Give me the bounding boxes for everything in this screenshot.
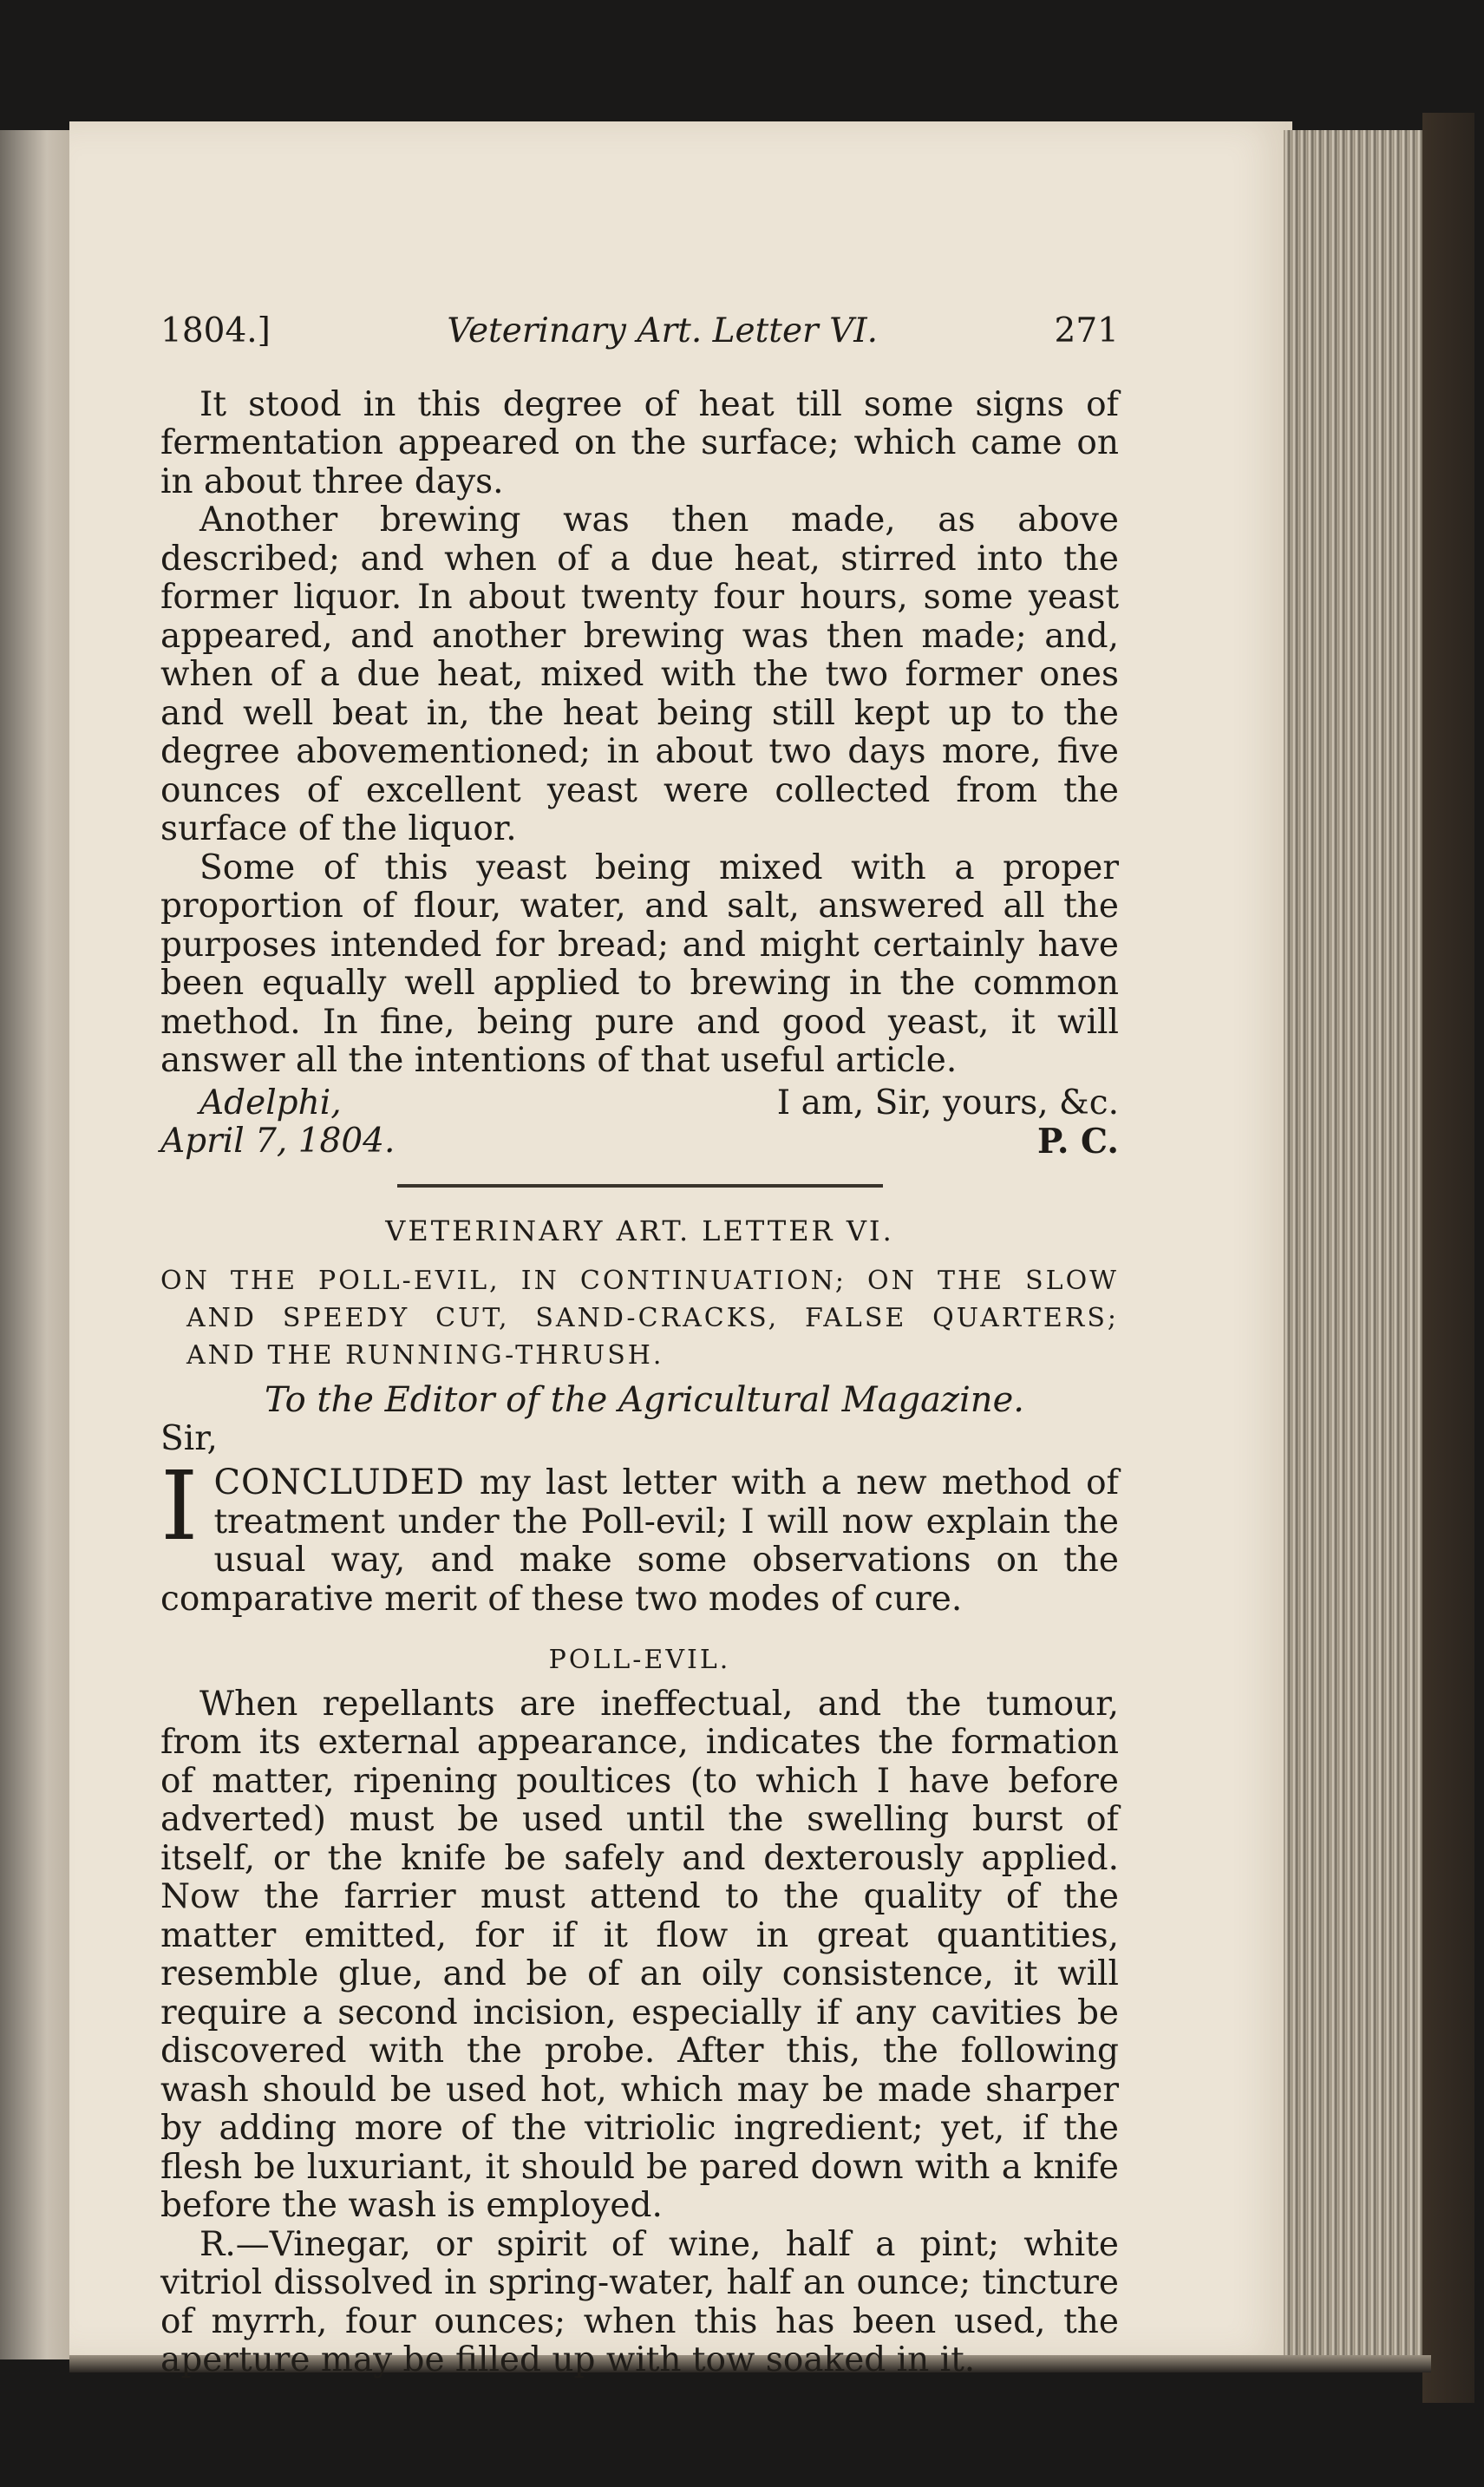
section-divider-rule bbox=[397, 1184, 883, 1188]
paragraph: R.—Vinegar, or spirit of wine, half a pint; white vitriol dissolved in spring-water, half an ounce; tincture of myrrh, four ounces; when this has been used, the aperture may be filled up with tow soaked in it. bbox=[160, 2224, 1119, 2379]
signoff-closing: I am, Sir, yours, &c. bbox=[776, 1083, 1119, 1122]
previous-page-edge bbox=[0, 130, 78, 2359]
section-title: VETERINARY ART. LETTER VI. bbox=[385, 1214, 894, 1247]
signoff-initials: P. C. bbox=[1037, 1122, 1119, 1162]
letter-signoff bbox=[160, 1084, 1119, 1162]
page-number: 271 bbox=[1054, 311, 1119, 350]
page-stack-edge bbox=[1284, 130, 1431, 2359]
editor-address: To the Editor of the Agricultural Magazine. bbox=[265, 1380, 1024, 1420]
lead-words: CONCLUDED bbox=[213, 1463, 465, 1502]
paragraph: Some of this yeast being mixed with a proper proportion of flour, water, and salt, answered all the purposes intended for bread; and might certainly have been equally well applied to brewing in the common method. In fine, being pure and good yeast, it will answer all the intentions of that useful article. bbox=[160, 848, 1119, 1080]
signoff-left bbox=[160, 1084, 395, 1162]
drop-cap: I bbox=[160, 1450, 199, 1561]
running-head bbox=[160, 312, 1119, 351]
paragraph: Another brewing was then made, as above described; and when of a due heat, stirred into the former liquor. In about twenty four hours, some yeast appeared, and another brewing was then made; and, when of a due heat, mixed with the two former ones and well beat in, the heat being still kept up to the degree abovementioned; in about two days more, five ounces of excellent yeast were collected from the surface of the liquor. bbox=[160, 501, 1119, 848]
paragraph: It stood in this degree of heat till some signs of fermentation appeared on the surface; which came on in about three days. bbox=[160, 384, 1119, 501]
opening-paragraph-text: my last letter with a new method of treatment under the Poll-evil; I will now explain the usual way, and make some observations on the comparative merit of these two modes of cure. bbox=[160, 1463, 1119, 1619]
running-head-title: Veterinary Art. Letter VI. bbox=[447, 311, 879, 350]
section-subtitle: ON THE POLL-EVIL, IN CONTINUATION; ON THE SLOW AND SPEEDY CUT, SAND-CRACKS, FALSE QUARTERS; AND THE RUNNING-THRUSH. bbox=[160, 1266, 1119, 1371]
signoff-date: April 7, 1804. bbox=[160, 1122, 396, 1161]
opening-paragraph bbox=[160, 1450, 1119, 1619]
running-head-year: 1804.] bbox=[160, 311, 271, 350]
salutation: Sir, bbox=[160, 1418, 218, 1458]
book-cover-edge bbox=[1422, 113, 1474, 2403]
paragraph: When repellants are ineffectual, and the tumour, from its external appearance, indicates the formation of matter, ripening poultices (to which I have before adverted) must be used until the swelling burst of itself, or the knife be safely and dexterously applied. Now the farrier must attend to the quality of the matter emitted, for if it flow in great quantities, resemble glue, and be of an oily consistence, it will require a second incision, especially if any cavities be discovered with the probe. After this, the following wash should be used hot, which may be made sharper by adding more of the vitriolic ingredient; yet, if the flesh be luxuriant, it should be pared down with a knife before the wash is employed. bbox=[160, 1684, 1119, 2225]
signoff-right bbox=[777, 1084, 1119, 1162]
page-text-block bbox=[160, 312, 1119, 2380]
signoff-place: Adelphi, bbox=[199, 1083, 342, 1122]
subheading: POLL-EVIL. bbox=[548, 1645, 731, 1675]
